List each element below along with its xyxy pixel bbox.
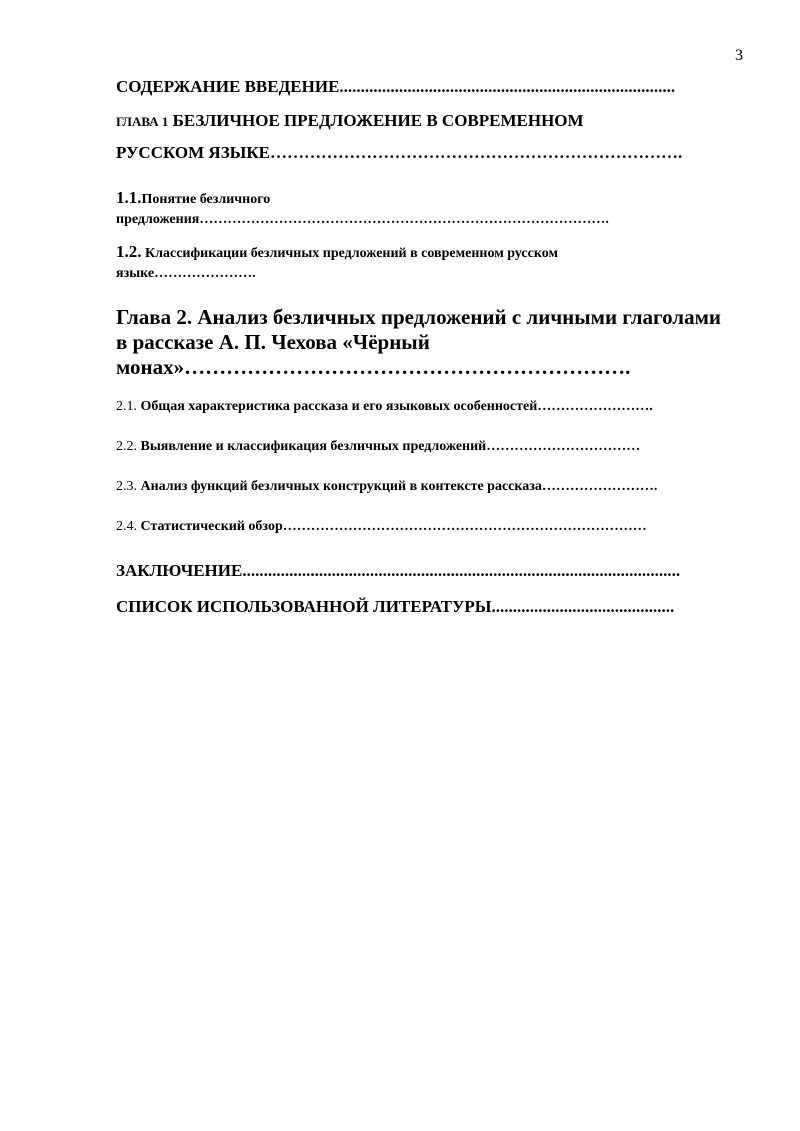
toc-section-1-2: [116, 242, 742, 284]
section-title: Общая характеристика рассказа и его языковых особенностей…………………….: [140, 399, 653, 414]
section-title-line1: Классификации безличных предложений в современном русском: [145, 246, 559, 261]
section-number: 2.4.: [116, 519, 137, 534]
toc-section-1-1: [116, 188, 742, 230]
toc-bibliography: СПИСОК ИСПОЛЬЗОВАННОЙ ЛИТЕРАТУРЫ...........................................: [116, 597, 675, 616]
toc-section-2-4: [116, 518, 742, 536]
chapter2-title-line2: в рассказе А. П. Чехова «Чёрный: [116, 330, 430, 354]
toc-chapter1-title: [116, 110, 742, 133]
toc-section-2-1: [116, 398, 742, 416]
section-number: 2.3.: [116, 479, 137, 494]
section-number: 2.1.: [116, 399, 137, 414]
section-title: Анализ функций безличных конструкций в контексте рассказа…………………….: [140, 479, 658, 494]
chapter1-prefix: ГЛАВА 1: [116, 114, 169, 129]
chapter1-title-line2: РУССКОМ ЯЗЫКЕ……………………………………………………………….: [116, 143, 683, 162]
section-number: 1.1.: [116, 188, 142, 207]
toc-contents-introduction: СОДЕРЖАНИЕ ВВЕДЕНИЕ...............................................................................: [116, 77, 676, 96]
section-number: 1.2.: [116, 242, 142, 261]
section-title: Выявление и классификация безличных предложений……………………………: [140, 439, 641, 454]
page-number: 3: [735, 47, 743, 64]
chapter2-title-line1: Глава 2. Анализ безличных предложений с личными глаголами: [116, 305, 721, 329]
toc-conclusion: ЗАКЛЮЧЕНИЕ.......................................................................................................: [116, 561, 681, 580]
section-title-line1: Понятие безличного: [141, 192, 271, 207]
section-title-line2: предложения…………………………………………………………………………….: [116, 212, 609, 227]
section-number: 2.2.: [116, 439, 137, 454]
toc-chapter2-title: [116, 305, 742, 380]
section-title: Статистический обзор……………………………………………………………………: [140, 519, 647, 534]
toc-section-2-2: [116, 438, 742, 456]
section-title-line2: языке………………….: [116, 266, 256, 281]
toc-section-2-3: [116, 478, 742, 496]
chapter1-title-line1: БЕЗЛИЧНОЕ ПРЕДЛОЖЕНИЕ В СОВРЕМЕННОМ: [172, 111, 584, 130]
chapter2-title-line3: монах»……………………………………………………….: [116, 355, 631, 379]
table-of-contents: [116, 76, 742, 618]
